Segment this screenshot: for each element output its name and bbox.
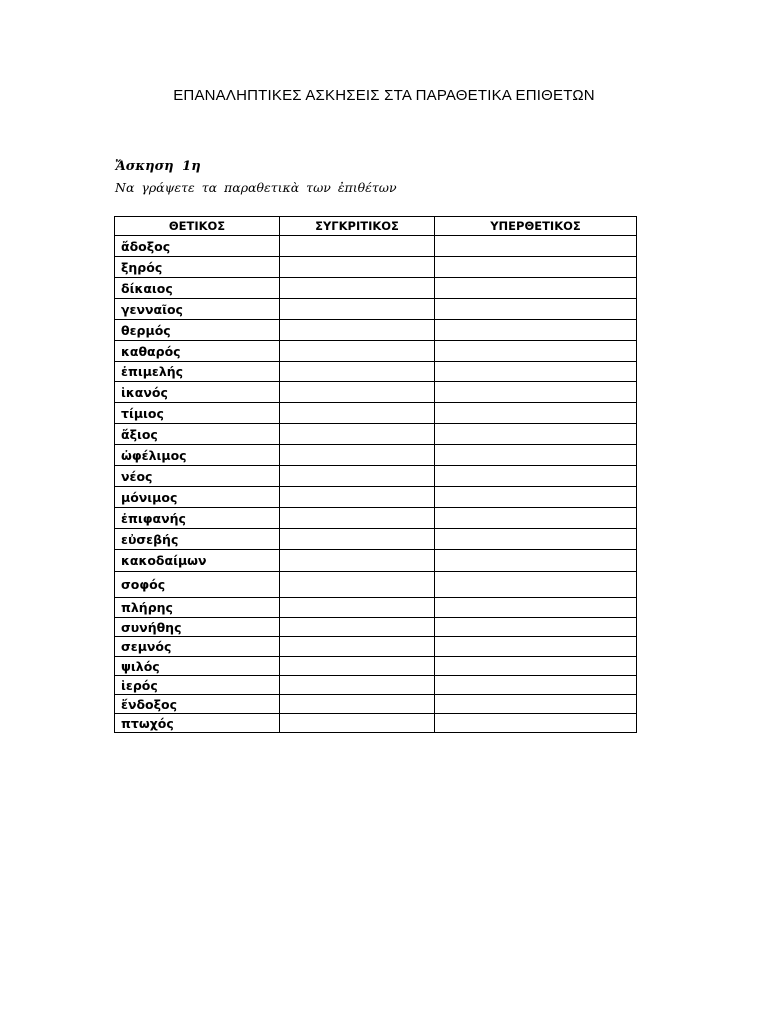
positive-cell: μόνιμος: [115, 487, 280, 508]
positive-cell: πλήρης: [115, 598, 280, 618]
positive-cell: ἄξιος: [115, 424, 280, 445]
table-row: [115, 382, 637, 403]
exercise-instruction: Να γράψετε τα παραθετικὰ των ἐπιθέτων: [115, 180, 397, 195]
superlative-cell[interactable]: [435, 572, 637, 598]
superlative-cell[interactable]: [435, 657, 637, 676]
superlative-cell[interactable]: [435, 466, 637, 487]
header-superlative: ΥΠΕΡΘΕΤΙΚΟΣ: [435, 217, 637, 236]
positive-cell: καθαρός: [115, 341, 280, 362]
comparative-cell[interactable]: [280, 637, 435, 657]
comparative-cell[interactable]: [280, 618, 435, 637]
positive-cell: κακοδαίμων: [115, 550, 280, 572]
table-row: [115, 529, 637, 550]
superlative-cell[interactable]: [435, 714, 637, 733]
superlative-cell[interactable]: [435, 550, 637, 572]
superlative-cell[interactable]: [435, 382, 637, 403]
table-row: [115, 618, 637, 637]
superlative-cell[interactable]: [435, 236, 637, 257]
comparative-cell[interactable]: [280, 257, 435, 278]
table-row: [115, 657, 637, 676]
superlative-cell[interactable]: [435, 320, 637, 341]
positive-cell: ψιλός: [115, 657, 280, 676]
superlative-cell[interactable]: [435, 341, 637, 362]
superlative-cell[interactable]: [435, 445, 637, 466]
page-title: ΕΠΑΝΑΛΗΠΤΙΚΕΣ ΑΣΚΗΣΕΙΣ ΣΤΑ ΠΑΡΑΘΕΤΙΚΑ ΕΠΙΘΕΤΩΝ: [173, 87, 595, 104]
header-positive: ΘΕΤΙΚΟΣ: [115, 217, 280, 236]
positive-cell: ἄδοξος: [115, 236, 280, 257]
superlative-cell[interactable]: [435, 487, 637, 508]
comparative-cell[interactable]: [280, 278, 435, 299]
positive-cell: πτωχός: [115, 714, 280, 733]
table-row: [115, 341, 637, 362]
positive-cell: δίκαιος: [115, 278, 280, 299]
table-row: [115, 424, 637, 445]
table-row: [115, 403, 637, 424]
exercise-title: Ἄσκηση 1η: [115, 159, 201, 174]
positive-cell: ἔνδοξος: [115, 695, 280, 714]
comparative-cell[interactable]: [280, 598, 435, 618]
comparative-cell[interactable]: [280, 320, 435, 341]
positive-cell: γενναῖος: [115, 299, 280, 320]
comparative-cell[interactable]: [280, 695, 435, 714]
table-row: [115, 466, 637, 487]
positive-cell: θερμός: [115, 320, 280, 341]
table-row: [115, 236, 637, 257]
positive-cell: ἱερός: [115, 676, 280, 695]
superlative-cell[interactable]: [435, 424, 637, 445]
positive-cell: ἐπιμελής: [115, 362, 280, 382]
table-row: [115, 637, 637, 657]
comparative-cell[interactable]: [280, 466, 435, 487]
comparative-cell[interactable]: [280, 236, 435, 257]
comparative-cell[interactable]: [280, 508, 435, 529]
table-row: [115, 257, 637, 278]
superlative-cell[interactable]: [435, 695, 637, 714]
comparative-cell[interactable]: [280, 657, 435, 676]
comparative-cell[interactable]: [280, 550, 435, 572]
superlative-cell[interactable]: [435, 362, 637, 382]
superlative-cell[interactable]: [435, 403, 637, 424]
table-header-row: [115, 217, 637, 236]
positive-cell: ὠφέλιμος: [115, 445, 280, 466]
positive-cell: σοφός: [115, 572, 280, 598]
table-row: [115, 550, 637, 572]
comparative-cell[interactable]: [280, 529, 435, 550]
table-row: [115, 572, 637, 598]
positive-cell: σεμνός: [115, 637, 280, 657]
superlative-cell[interactable]: [435, 598, 637, 618]
superlative-cell[interactable]: [435, 676, 637, 695]
comparative-cell[interactable]: [280, 487, 435, 508]
positive-cell: ἱκανός: [115, 382, 280, 403]
superlative-cell[interactable]: [435, 618, 637, 637]
comparative-cell[interactable]: [280, 572, 435, 598]
positive-cell: νέος: [115, 466, 280, 487]
table-row: [115, 598, 637, 618]
superlative-cell[interactable]: [435, 529, 637, 550]
table-row: [115, 299, 637, 320]
comparative-cell[interactable]: [280, 714, 435, 733]
comparative-cell[interactable]: [280, 362, 435, 382]
table-row: [115, 508, 637, 529]
comparative-cell[interactable]: [280, 382, 435, 403]
table-row: [115, 676, 637, 695]
adjectives-table: [114, 216, 637, 733]
superlative-cell[interactable]: [435, 637, 637, 657]
table-row: [115, 362, 637, 382]
positive-cell: εὐσεβής: [115, 529, 280, 550]
table-row: [115, 320, 637, 341]
superlative-cell[interactable]: [435, 299, 637, 320]
superlative-cell[interactable]: [435, 508, 637, 529]
superlative-cell[interactable]: [435, 278, 637, 299]
positive-cell: τίμιος: [115, 403, 280, 424]
table-row: [115, 278, 637, 299]
positive-cell: ξηρός: [115, 257, 280, 278]
table-row: [115, 695, 637, 714]
comparative-cell[interactable]: [280, 299, 435, 320]
superlative-cell[interactable]: [435, 257, 637, 278]
table-row: [115, 445, 637, 466]
comparative-cell[interactable]: [280, 676, 435, 695]
table-row: [115, 714, 637, 733]
positive-cell: συνήθης: [115, 618, 280, 637]
header-comparative: ΣΥΓΚΡΙΤΙΚΟΣ: [280, 217, 435, 236]
comparative-cell[interactable]: [280, 341, 435, 362]
table-row: [115, 487, 637, 508]
positive-cell: ἐπιφανής: [115, 508, 280, 529]
comparative-cell[interactable]: [280, 403, 435, 424]
comparative-cell[interactable]: [280, 424, 435, 445]
comparative-cell[interactable]: [280, 445, 435, 466]
table-body: [115, 236, 637, 733]
